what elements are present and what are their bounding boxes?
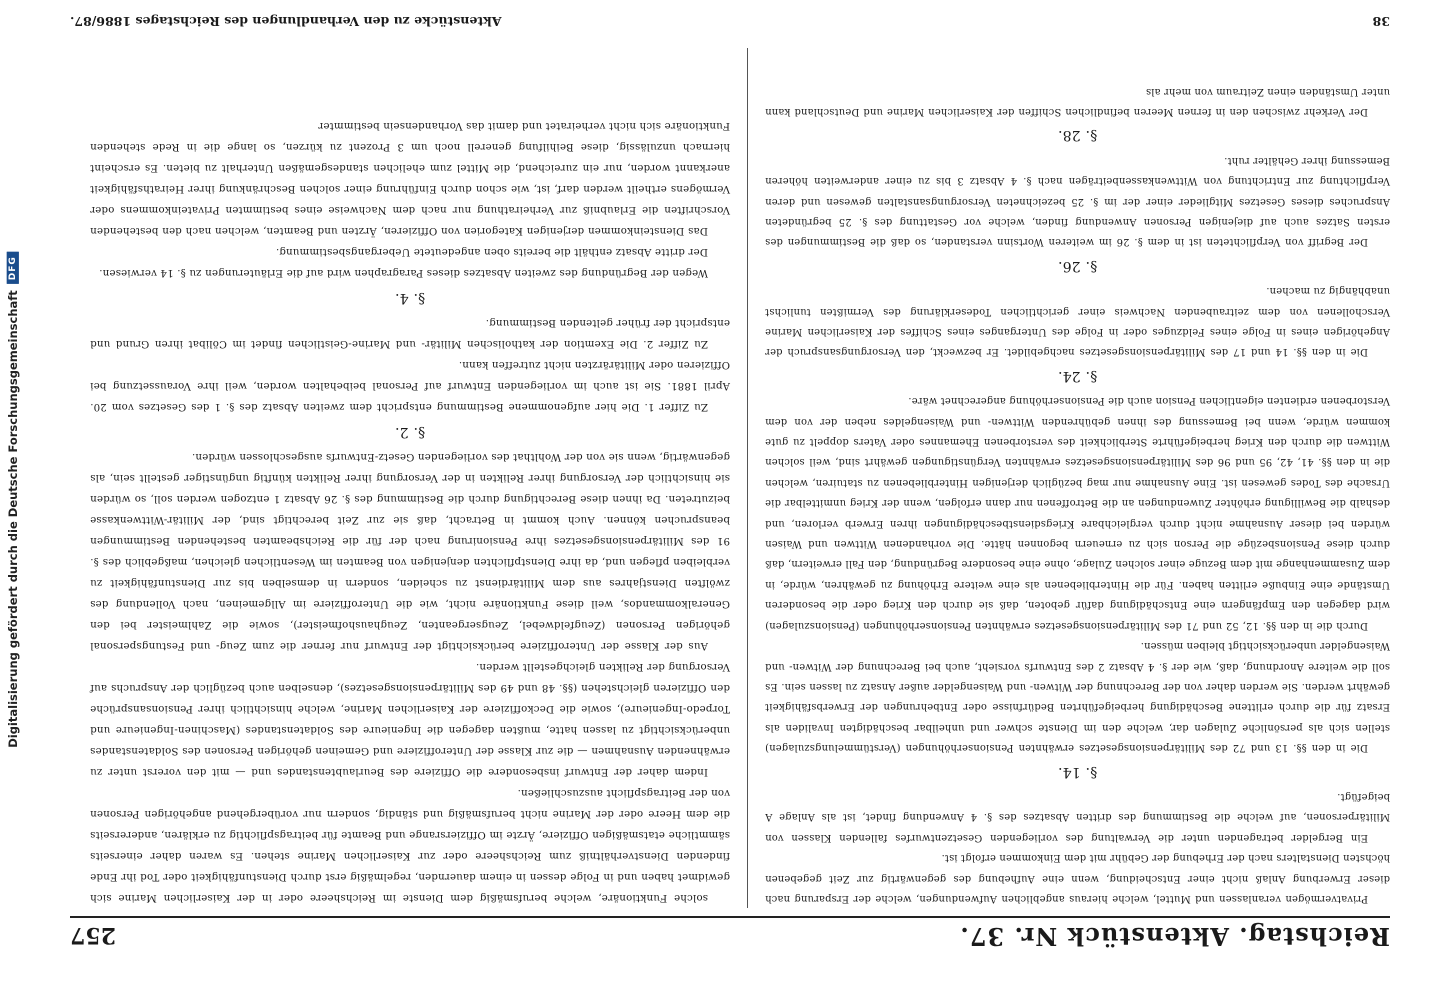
paragraph: Ein Bergelder betragenden unter die Verwaltung des vorliegenden Gesetzentwurfes fallenden Klassen von Militärpersonen, auf welche die Bestimmung des dritten Absatzes des §. 4 Anwendung findet, ist als Anlage A beigefügt. bbox=[765, 790, 1390, 843]
paragraph: Zu Ziffer 2. Die Exemtion der katholischen Militär- und Marine-Geistlichen findet im Cölibat ihren Grund und entspricht der früher geltenden Bestimmung. bbox=[90, 317, 730, 349]
paragraph: Indem daher der Entwurf insbesondere die Offiziere des Beurlaubtenstandes und — mit den vorerst unter zu erwähnenden Ausnahmen — die zur Klasse der Unteroffiziere und Gemeinen gehörigen Personen des Soldatenstandes unberücksichtigt zu lassen hatte, mußten dagegen die Ingenieure des Soldatenstandes (Maschinen-Ingenieure und Torpedo-Ingenieure), sowie die Deckoffiziere der Kaiserlichen Marine, welche hinsichtlich ihrer Pensionsansprüche den Offizieren gleichstehen (§§. 48 und 49 des Militärpensionsgesetzes), denselben auch bezüglich der Anspruchs auf Versorgung der Relikten gleichgestellt werden. bbox=[90, 661, 730, 777]
paragraph: Durch die in den §§. 12, 52 und 71 des Militärpensionsgesetzes erwähnten Pensionserhöhungen (Pensionszulagen) wird dagegen den Empfängern eine Entschädigung dafür geboten, daß sie durch den Krieg oder die besonderen Umstände eine Einbuße erlitten haben. Für die Hinterbliebenen als eine weitere Erhöhung zu gewähren, würde, in dem Zusammenhange mit dem Bezuge einer solchen Zulage, ohne eine besondere Begründung, den Fall erweitern, daß durch diese Pensionsbezüge die Person sich zu erneuern begonnen hätte. Die vorhandenen Wittwen und Waisen würden bei dieser Ausnahme nicht durch vergleichbare Kriegsdienstbeschädigungen ihren Erwerb verloren, und deshalb die Bewilligung erhöhter Zuwendungen an die Betroffenen nur dann erfolgen, wenn der Krieg unmittelbar die Ursache des Todes gewesen ist. Eine Ausnahme nur mag bezüglich derjenigen Hinterbliebenen zu statuiren, welchen die in den §§. 41, 42, 95 und 96 des Militärpensionsgesetzes erwähnten Vergünstigungen gewährt sind, weil solchen Wittwen die durch den Krieg herbeigeführte Sterblichkeit des verstorbenen Ehemannes oder Vaters doppelt zu gute kommen würde, wenn bei Bemessung des ihnen gebührenden Wittwen- und Waisengeldes neben der von dem Verstorbenen erdienten eigentlichen Pension auch die Pensionserhöhung angerechnet wäre. bbox=[765, 395, 1390, 631]
paragraph: Der Begriff von Verpflichteten ist in dem §. 26 im weiteren Wortsinn verstanden, so daß die Bestimmungen des ersten Satzes auch auf diejenigen Personen Anwendung finden, welche vor Gestattung des §. 25 begründeten Anspruches dieses Gesetzes Mitglieder einer der im §. 25 bezeichneten Versorgungsanstalten gewesen und deren Verpflichtung zur Entrichtung von Wittwenkassenbeiträgen nach §. 4 Absatz 3 bis zu einer anderweiten höheren Bemessung ihrer Gehälter ruht. bbox=[765, 154, 1390, 248]
paragraph: Der dritte Absatz enthält die bereits oben angedeutete Uebergangsbestimmung. bbox=[275, 246, 708, 257]
section-heading: §. 28. bbox=[1057, 127, 1098, 144]
section-heading: §. 4. bbox=[394, 290, 426, 306]
paragraph: Aus der Klasse der Unteroffiziere berücksichtigt der Entwurf nur ferner die zum Zeug- und Festungspersonal gehörigen Personen (Zeugfeldwebel, Zeugsergeanten, Zeughaushofmeister), sowie die Zahlmeister bei den Generalkommandos, weil diese Funktionäre nicht, wie die Unteroffiziere im Allgemeinen, nach Vollendung des zwölften Dienstjahres aus dem Militärdienst zu scheiden, sondern in demselben bis zur Dienstunfähigkeit zu verbleiben pflegen und, da ihre Dienstpflichten denjenigen von Beamten im Wesentlichen gleichen, maßgeblich des §. 91 des Militärpensionsgesetzes ihre Pensionirung nach der für die Reichsbeamten bestehenden Bestimmungen beanspruchen können. Auch kommt in Betracht, daß sie zur Zeit berechtigt sind, der Militär-Wittwenkasse beizutreten. Da ihnen diese Berechtigung durch die Bestimmung des §. 26 Absatz 1 entzogen werden soll, so würden sie hinsichtlich der Versorgung ihrer Relikten in der Versorgung ihrer Relikten künftig ungünstiger gestellt sein, als gegenwärtig, wenn sie von der Wohlthat des vorliegenden Gesetz-Entwurfs ausgeschlossen würden. bbox=[90, 451, 730, 651]
section-heading: §. 24. bbox=[1057, 367, 1098, 384]
paragraph: solche Funktionäre, welche berufsmäßig dem Dienste im Reichsheere oder in der Kaiserlichen Marine sich gewidmet haben und in Folge dessen in einem dauernden, regelmäßig erst durch Dienstunfähigkeit oder Tod ihr Ende findenden Dienstverhältniß zum Reichsheere oder zur Kaiserlichen Marine stehen. Es waren daher einerseits sämmtliche etatsmäßigen Offiziere, Ärzte im Offiziersrange und Beamte für beitragspflichtig zu erklären, andererseits die dem Heere oder der Marine nicht berufsmäßig und ständig, sondern nur vorübergehend angehörigen Personen von der Beitragspflicht auszuschließen. bbox=[90, 787, 730, 903]
section-heading: §. 26. bbox=[1057, 257, 1098, 274]
paragraph: Privatvermögen veranlassen und Muttel, welche hieraus angeblichen Aufwendungen, welche der Ersparung nach dieser Erwerbung Anlaß nicht einer Entscheidung, wenn eine Aufhebung des gegenwärtig zur Zeit gegebenen höchsten Dienstalters nach der Erhebung der Gebühr mit dem Einkommen erfolgt ist. bbox=[765, 852, 1390, 904]
section-heading: §. 14. bbox=[1057, 763, 1098, 780]
scanned-page bbox=[30, 0, 1430, 1000]
footer-title: Aktenstücke zu den Verhandlungen des Reichstages 1886/87. bbox=[70, 14, 502, 29]
paragraph: Die in den §§. 14 und 17 des Militärpensionsgesetzes nachgebildet. Er bezweckt, den Versorgungsanspruch der Angehörigen eines in Folge eines Feldzuges oder in Folge des Unterganges eines Schiffes der Kaiserlichen Marine Verschollenen von dem zeitraubenden Nachweis einer gerichtlichen Todeserklärung des Vermißten tunlichst unabhängig zu machen. bbox=[765, 285, 1390, 358]
paragraph: Der Verkehr zwischen den in fernen Meeren befindlichen Schiffen der Kaiserlichen Marine und Deutschland kann unter Umständen einen Zeitraum von mehr als bbox=[765, 85, 1390, 117]
header-title: Reichstag. Aktenstück Nr. 37. bbox=[959, 922, 1390, 951]
page-header bbox=[70, 916, 1390, 962]
dfg-logo: DFG bbox=[7, 252, 19, 284]
digitization-note-text: Digitalisierung gefördert durch die Deutsche Forschungsgemeinschaft bbox=[6, 290, 21, 748]
paragraph: Die in den §§. 13 und 72 des Militärpensionsgesetzes erwähnten Pensionserhöhungen (Verstümmelungszulagen) stellen sich als persönliche Zulagen dar, welche den im Dienste schwer und unheilbar beschädigten Invaliden als Ersatz für die durch erlittene Beschädigung herbeigeführten Bedürfnisse oder Entbehrungen der Erwerbsfähigkeit gewährt werden. Sie werden daher von der Berechnung der Witwen- und Waisengelder außer Ansatz zu lassen sein. Es soll die weitere Anordnung, daß, wie der §. 4 Absatz 2 des Entwurfs vorsieht, auch bei Berechnung der Witwen- und Waisengelder unberücksichtigt bleiben müssen. bbox=[765, 640, 1390, 754]
left-column bbox=[765, 80, 1390, 908]
right-column bbox=[90, 115, 730, 908]
section-heading: §. 2. bbox=[394, 424, 426, 440]
paragraph: Zu Ziffer 1. Die hier aufgenommene Bestimmung entspricht dem zweiten Absatz des §. 1 des Gesetzes vom 20. April 1881. Sie ist auch im vorliegenden Entwurf auf Personal beibehalten worden, weil ihre Voraussetzung bei Offizieren oder Militärärzten nicht zutreffen kann. bbox=[90, 359, 730, 412]
page-number: 257 bbox=[70, 922, 116, 948]
footer-sheet-number: 38 bbox=[1372, 14, 1390, 29]
paragraph: Wegen der Begründung des zweiten Absatzes dieses Paragraphen wird auf die Erläuterungen zu §. 14 verwiesen. bbox=[99, 267, 708, 278]
column-divider bbox=[747, 48, 748, 908]
paragraph: Das Diensteinkommen derjenigen Kategorien von Offizieren, Ärzten und Beamten, welchen nach den bestehenden Vorschriften die Erlaubniß zur Verheirathung nur nach dem Nachweise eines bestimmten Privateinkommens oder Vermögens ertheilt werden darf, ist, wie schon durch Einführung einer solchen Beschränkung ihrer Heirathsfähigkeit anerkannt worden, nur ein zureichend, die Mittel zum ehelichen standesgemäßen Unterhalt zu bieten. Es erscheint hiernach unzulässig, diese Beihilfung generell noch um 3 Prozent zu kürzen, so lange die in Rede stehenden Funktionäre sich nicht verheiratet und damit das Vorhandensein bestimmter bbox=[90, 120, 730, 236]
digitization-note bbox=[2, 0, 24, 1000]
